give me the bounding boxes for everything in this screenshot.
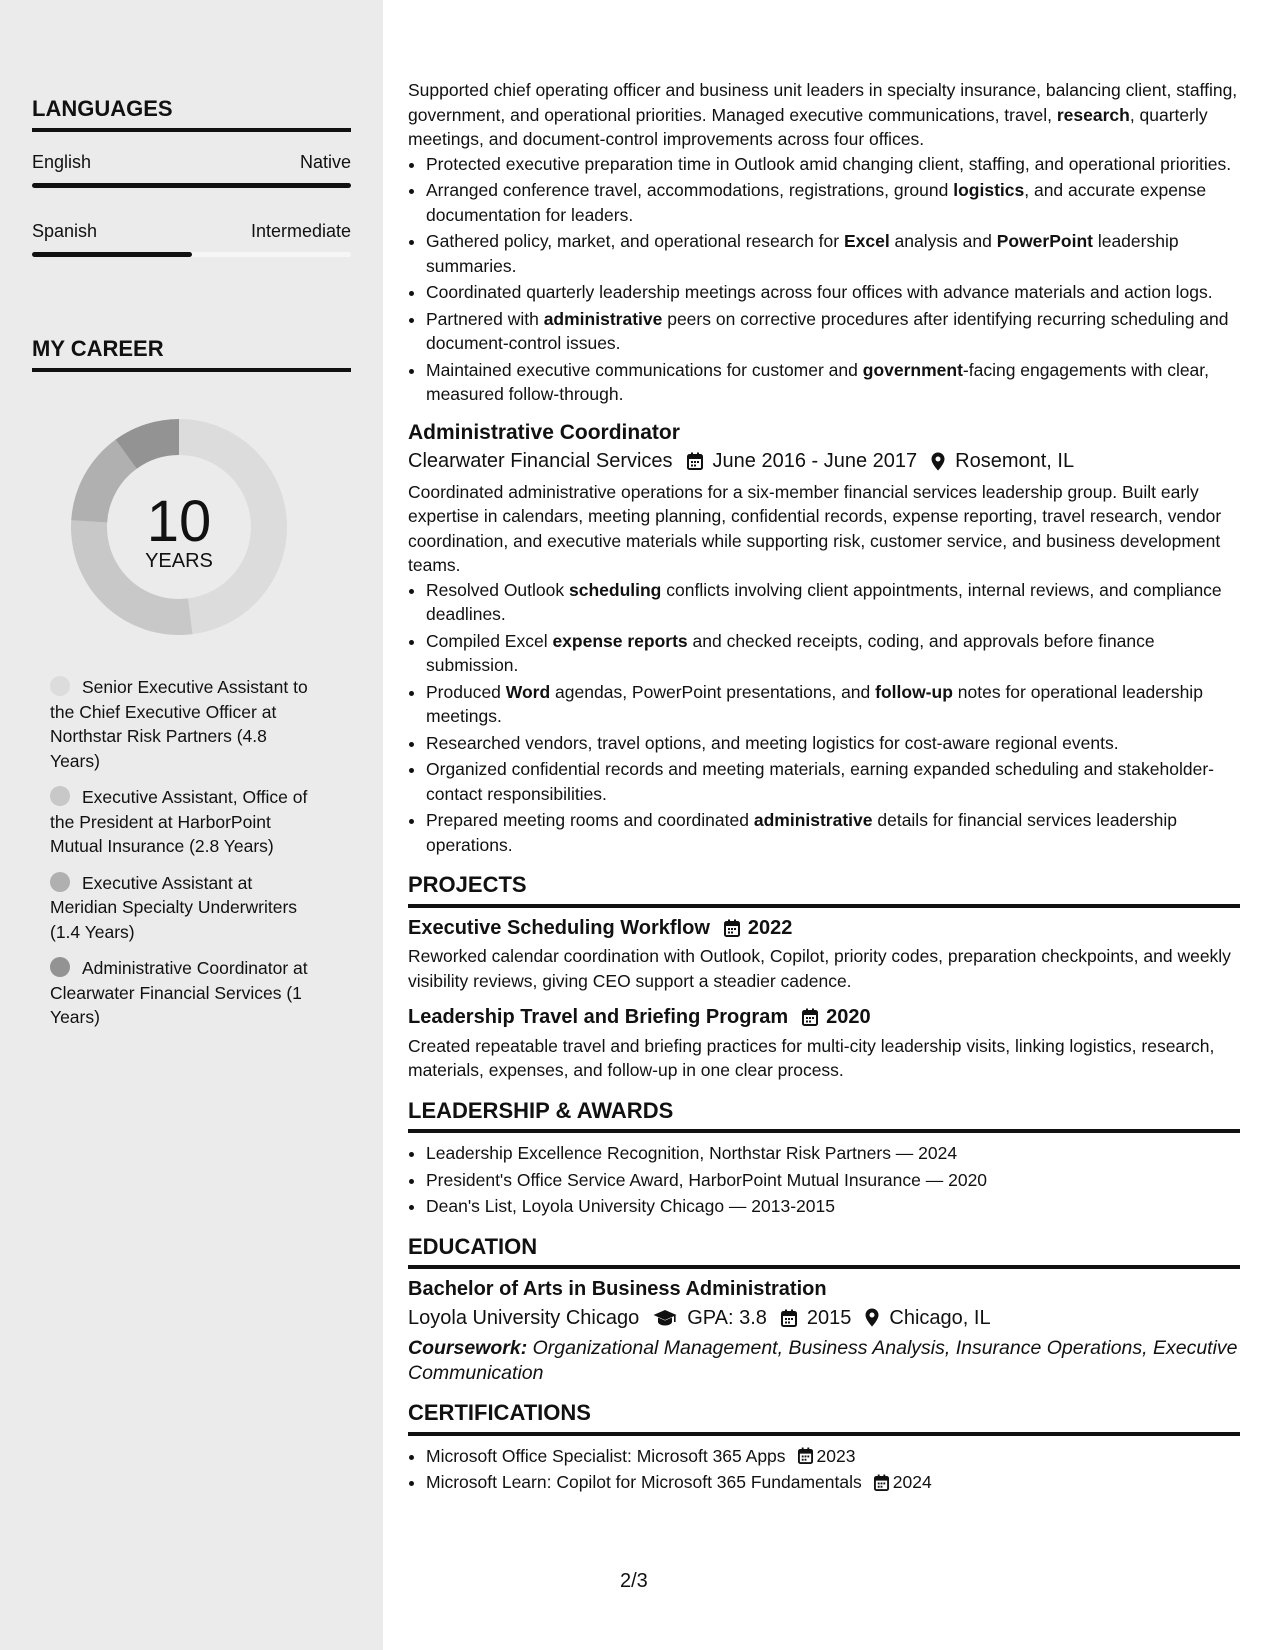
- certification-name: • Microsoft Office Specialist: Microsoft 365 Apps: [426, 1445, 786, 1466]
- certification-year: 2024: [892, 1472, 932, 1492]
- projects-heading: PROJECTS: [408, 873, 1240, 908]
- career-legend: [50, 675, 320, 1042]
- education-section: [408, 1235, 1240, 1386]
- language-row-english: [32, 152, 351, 173]
- job-bullet: • Compiled Excel expense reports and checked receipts, coding, and approvals before finance submission.: [426, 629, 1240, 678]
- career-legend-item: [50, 871, 320, 945]
- job-bullet: • Prepared meeting rooms and coordinated administrative details for financial services leadership operations.: [426, 808, 1240, 857]
- job-bullet: • Researched vendors, travel options, and meeting logistics for cost-aware regional events.: [426, 731, 1240, 756]
- degree-title: Bachelor of Arts in Business Administration: [408, 1278, 827, 1300]
- career-legend-item: [50, 785, 320, 859]
- certifications-section: [408, 1401, 1240, 1495]
- job-dates: June 2016 - June 2017: [712, 450, 918, 472]
- school-location: Chicago, IL: [889, 1306, 991, 1329]
- language-level: Intermediate: [250, 221, 351, 241]
- map-pin-icon: [931, 452, 945, 471]
- legend-dot-icon: [50, 786, 70, 806]
- award-item: • Dean's List, Loyola University Chicago — 2013-2015: [426, 1194, 1240, 1219]
- calendar-icon: [802, 1008, 818, 1026]
- certification-name: • Microsoft Learn: Copilot for Microsoft 365 Fundamentals: [426, 1472, 862, 1492]
- role-bullet: • Maintained executive communications for customer and government-facing engagements with clear, measured follow-through.: [426, 358, 1240, 407]
- certifications-heading: CERTIFICATIONS: [408, 1401, 1240, 1436]
- certifications-list: [408, 1444, 1240, 1495]
- job-bullet: • Organized confidential records and meeting materials, earning expanded scheduling and stakeholder-contact responsibilities.: [426, 757, 1240, 806]
- career-legend-item: [50, 675, 320, 773]
- graduation-cap-icon: [653, 1309, 677, 1327]
- job-title: Administrative Coordinator: [408, 420, 680, 444]
- career-legend-label: Executive Assistant at Meridian Specialty Underwriters (1.4 Years): [50, 872, 298, 942]
- awards-section: [408, 1099, 1240, 1219]
- main-content: [408, 78, 1240, 1497]
- language-level: Native: [299, 152, 351, 172]
- project-year: 2020: [826, 1006, 871, 1028]
- job-bullets: [408, 578, 1240, 858]
- project-title: Executive Scheduling Workflow: [408, 916, 710, 939]
- role-bullets: [408, 152, 1240, 407]
- language-name: Spanish: [32, 221, 98, 241]
- project-title-row: [408, 916, 1240, 941]
- awards-heading: LEADERSHIP & AWARDS: [408, 1099, 1240, 1134]
- project-description: Created repeatable travel and briefing practices for multi-city leadership visits, linking logistics, research, materials, expenses, and follow-up in one clear process.: [408, 1035, 1215, 1080]
- career-legend-label: Administrative Coordinator at Clearwater Financial Services (1 Years): [50, 958, 308, 1027]
- gpa: GPA: 3.8: [687, 1306, 767, 1329]
- career-legend-label: Executive Assistant, Office of the President at HarborPoint Mutual Insurance (2.8 Years): [50, 787, 308, 856]
- career-legend-item: [50, 956, 320, 1030]
- sidebar: [0, 0, 383, 1650]
- role-bullet: • Protected executive preparation time in Outlook amid changing client, staffing, and operational priorities.: [426, 152, 1240, 177]
- calendar-icon: [798, 1447, 813, 1464]
- role-bullet: • Partnered with administrative peers on corrective procedures after identifying recurring scheduling and document-control issues.: [426, 307, 1240, 356]
- legend-dot-icon: [50, 676, 70, 696]
- award-item: • Leadership Excellence Recognition, Northstar Risk Partners — 2024: [426, 1141, 1240, 1166]
- career-legend-label: Senior Executive Assistant to the Chief Executive Officer at Northstar Risk Partners (4.8 Years): [50, 677, 308, 771]
- legend-dot-icon: [50, 957, 70, 977]
- projects-section: [408, 873, 1240, 1083]
- education-heading: EDUCATION: [408, 1235, 1240, 1270]
- job-summary: Coordinated administrative operations for a six-member financial services leadership group. Built early expertise in calendars, meeting planning, confidential records, expense reporting, travel research, vendor coordination, and executive materials while supporting risk, customer service, and business development teams.: [408, 481, 1222, 575]
- role-bullet: • Coordinated quarterly leadership meetings across four offices with advance materials and action logs.: [426, 280, 1240, 305]
- language-name: English: [32, 152, 92, 172]
- calendar-icon: [874, 1474, 889, 1491]
- calendar-icon: [781, 1309, 797, 1327]
- certification-item: [426, 1470, 1240, 1495]
- role-bullet: • Gathered policy, market, and operational research for Excel analysis and PowerPoint leadership summaries.: [426, 229, 1240, 278]
- coursework-label: Coursework:: [408, 1337, 528, 1359]
- map-pin-icon: [865, 1308, 879, 1327]
- language-bar-fill: [32, 183, 351, 188]
- language-bar-english: [32, 183, 351, 188]
- role-bullet: • Arranged conference travel, accommodations, registrations, ground logistics, and accurate expense documentation for leaders.: [426, 178, 1240, 227]
- project-title-row: [408, 1005, 1240, 1030]
- graduation-year: 2015: [806, 1306, 852, 1329]
- award-item: • President's Office Service Award, HarborPoint Mutual Insurance — 2020: [426, 1168, 1240, 1193]
- project-year: 2022: [747, 916, 793, 939]
- languages-heading: LANGUAGES: [32, 96, 351, 132]
- language-bar-fill: [32, 252, 192, 257]
- school-name: Loyola University Chicago: [408, 1306, 640, 1329]
- career-years-unit: YEARS: [145, 550, 213, 572]
- project-description: Reworked calendar coordination with Outlook, Copilot, priority codes, preparation checkpoints, and weekly visibility reviews, giving CEO support a steadier cadence.: [408, 946, 1231, 991]
- certification-year: 2023: [816, 1445, 856, 1466]
- education-meta: [408, 1306, 1240, 1331]
- language-row-spanish: [32, 221, 351, 242]
- career-total-years: 10: [146, 489, 212, 554]
- job-bullet: • Resolved Outlook scheduling conflicts involving client appointments, internal reviews, and compliance deadlines.: [426, 578, 1240, 627]
- awards-list: [408, 1141, 1240, 1219]
- job-company: Clearwater Financial Services: [408, 450, 673, 472]
- language-bar-spanish: [32, 252, 351, 257]
- job-location: Rosemont, IL: [955, 450, 1075, 472]
- calendar-icon: [687, 452, 703, 470]
- job-meta: [408, 449, 1240, 474]
- coursework-list: Organizational Management, Business Analysis, Insurance Operations, Executive Communication: [408, 1337, 1238, 1384]
- calendar-icon: [724, 919, 740, 937]
- role-summary: Supported chief operating officer and business unit leaders in specialty insurance, balancing client, staffing, government, and operational priorities. Managed executive communications, travel, research, quarterly meetings, and document-control improvements across four offices.: [408, 80, 1238, 149]
- page-number: 2/3: [620, 1570, 648, 1592]
- job-bullet: • Produced Word agendas, PowerPoint presentations, and follow-up notes for operational leadership meetings.: [426, 680, 1240, 729]
- certification-item: [426, 1444, 1240, 1469]
- career-donut-chart: [59, 407, 299, 647]
- career-heading: MY CAREER: [32, 336, 351, 372]
- coursework: [408, 1336, 1240, 1385]
- project-title: Leadership Travel and Briefing Program: [408, 1006, 789, 1028]
- legend-dot-icon: [50, 872, 70, 892]
